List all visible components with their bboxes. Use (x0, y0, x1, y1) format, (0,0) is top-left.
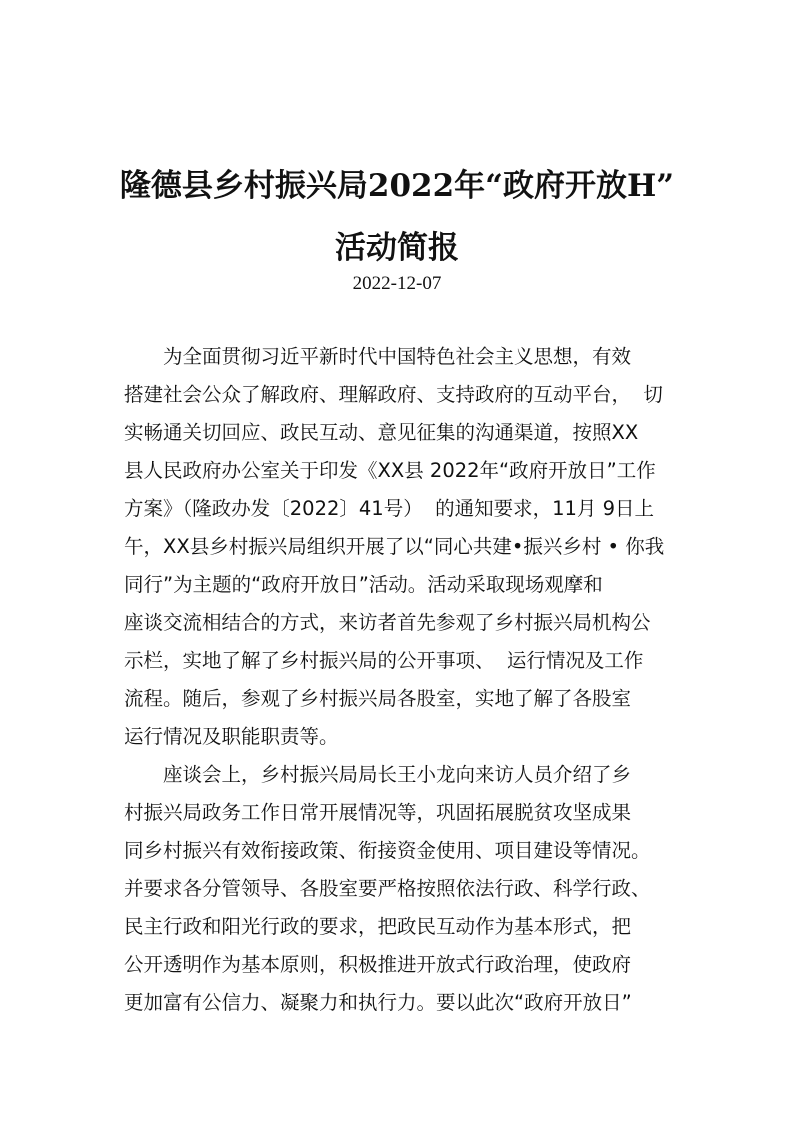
body-line: 实畅通关切回应、政民互动、意见征集的沟通渠道，按照XX (124, 421, 639, 444)
body-line: 更加富有公信力、凝聚力和执行力。要以此次“政府开放日” (124, 991, 632, 1014)
body-line: 为全面贯彻习近平新时代中国特色社会主义思想，有效 (163, 345, 632, 368)
body-line: 流程。随后，参观了乡村振兴局各股室，实地了解了各股室 (124, 687, 632, 710)
document-title-line-1: 隆德县乡村振兴局2022年“政府开放H” (119, 168, 675, 204)
body-line: 午，XX县乡村振兴局组织开展了以“同心共建•振兴乡村 • 你我 (124, 535, 665, 558)
body-line: 座谈交流相结合的方式，来访者首先参观了乡村振兴局机构公 (124, 611, 651, 634)
document-date: 2022-12-07 (352, 273, 442, 294)
body-line: 同乡村振兴有效衔接政策、衔接资金使用、项目建设等情况。 (124, 839, 651, 862)
body-line: 同行”为主题的“政府开放日”活动。活动采取现场观摩和 (124, 573, 603, 596)
body-line: 方案》（隆政办发〔2022〕41号） 的通知要求，11月 9日上 (124, 497, 655, 520)
body-line: 村振兴局政务工作日常开展情况等，巩固拓展脱贫攻坚成果 (124, 801, 632, 824)
body-line: 民主行政和阳光行政的要求，把政民互动作为基本形式，把 (124, 915, 632, 938)
body-line: 示栏，实地了解了乡村振兴局的公开事项、 运行情况及工作 (124, 649, 644, 672)
body-line: 公开透明作为基本原则，积极推进开放式行政治理，使政府 (124, 953, 632, 976)
document-title-line-2: 活动简报 (335, 230, 459, 266)
body-line: 搭建社会公众了解政府、理解政府、支持政府的互动平台， 切 (124, 383, 663, 406)
body-line: 座谈会上，乡村振兴局局长王小龙向来访人员介绍了乡 (163, 763, 632, 786)
body-line: 运行情况及职能职责等。 (124, 725, 339, 748)
body-line: 县人民政府办公室关于印发《XX县 2022年“政府开放日”工作 (124, 459, 656, 482)
body-line: 并要求各分管领导、各股室要严格按照依法行政、科学行政、 (124, 877, 651, 900)
